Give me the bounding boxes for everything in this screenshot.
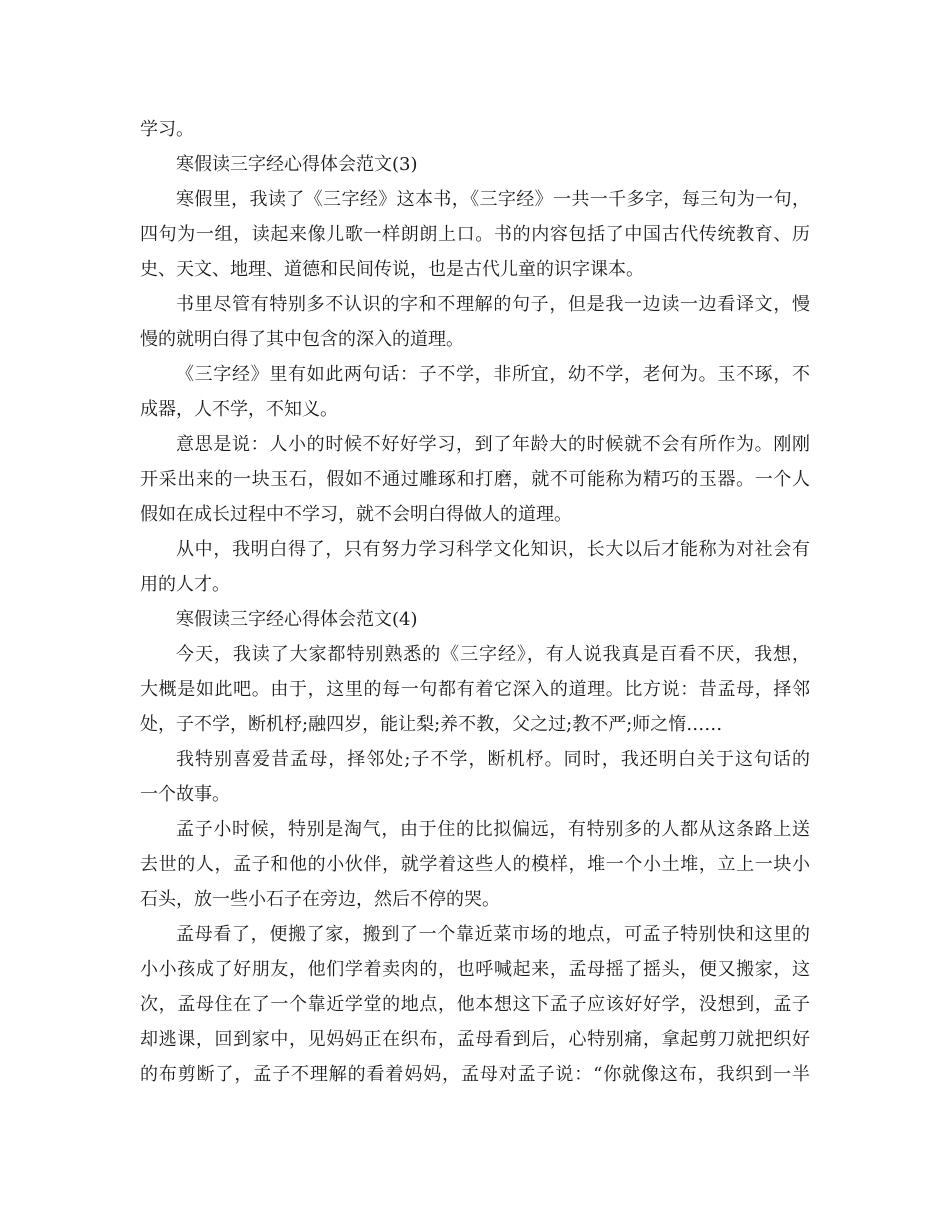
text-line: 慢的就明白得了其中包含的深入的道理。	[140, 329, 464, 350]
text-line: 从中，我明白得了，只有努力学习科学文化知识，长大以后才能称为对社会有	[176, 539, 810, 560]
text-line: 开采出来的一块玉石，假如不通过雕琢和打磨，就不可能称为精巧的玉器。一个人	[140, 469, 810, 490]
text-line: 寒假里，我读了《三字经》这本书，《三字经》一共一千多字，每三句为一句，	[176, 189, 810, 210]
text-line: 四句为一组，读起来像儿歌一样朗朗上口。书的内容包括了中国古代传统教育、历	[140, 224, 810, 245]
text-line: 去世的人，孟子和他的小伙伴，就学着这些人的模样，堆一个小土堆，立上一块小	[140, 854, 810, 875]
text-line: 成器，人不学，不知义。	[140, 399, 338, 420]
text-line: 史、天文、地理、道德和民间传说，也是古代儿童的识字课本。	[140, 259, 644, 280]
text-line: 小小孩成了好朋友，他们学着卖肉的，也呼喊起来，孟母摇了摇头，便又搬家，这	[140, 959, 810, 980]
text-line: 却逃课，回到家中，见妈妈正在织布，孟母看到后，心特别痛，拿起剪刀就把织好	[140, 1029, 810, 1050]
text-line: 孟母看了，便搬了家，搬到了一个靠近菜市场的地点，可孟子特别快和这里的	[176, 924, 810, 945]
text-line: 我特别喜爱昔孟母，择邻处;子不学，断机杼。同时，我还明白关于这句话的	[176, 749, 810, 770]
text-line: 石头，放一些小石子在旁边，然后不停的哭。	[140, 889, 500, 910]
text-line: 《三字经》里有如此两句话：子不学，非所宜，幼不学，老何为。玉不琢，不	[176, 364, 810, 385]
text-line: 次，孟母住在了一个靠近学堂的地点，他本想这下孟子应该好好学，没想到，孟子	[140, 994, 810, 1015]
text-line: 今天，我读了大家都特别熟悉的《三字经》，有人说我真是百看不厌，我想，	[176, 644, 810, 665]
text-line: 孟子小时候，特别是淘气，由于住的比拟偏远，有特别多的人都从这条路上送	[176, 819, 810, 840]
text-line: 大概是如此吧。由于，这里的每一句都有着它深入的道理。比方说：昔孟母，择邻	[140, 679, 810, 700]
text-line: 一个故事。	[140, 784, 230, 805]
text-line: 用的人才。	[140, 574, 230, 595]
section-heading: 寒假读三字经心得体会范文(4)	[176, 609, 418, 630]
text-line: 书里尽管有特别多不认识的字和不理解的句子，但是我一边读一边看译文，慢	[176, 294, 810, 315]
text-line: 的布剪断了，孟子不理解的看着妈妈，孟母对孟子说：“你就像这布，我织到一半	[140, 1064, 810, 1085]
text-line: 意思是说：人小的时候不好好学习，到了年龄大的时候就不会有所作为。刚刚	[176, 434, 810, 455]
text-line: 学习。	[140, 119, 194, 140]
text-line: 处，子不学，断机杼;融四岁，能让梨;养不教，父之过;教不严;师之惰……	[140, 714, 723, 735]
text-line: 假如在成长过程中不学习，就不会明白得做人的道理。	[140, 504, 572, 525]
section-heading: 寒假读三字经心得体会范文(3)	[176, 154, 418, 175]
